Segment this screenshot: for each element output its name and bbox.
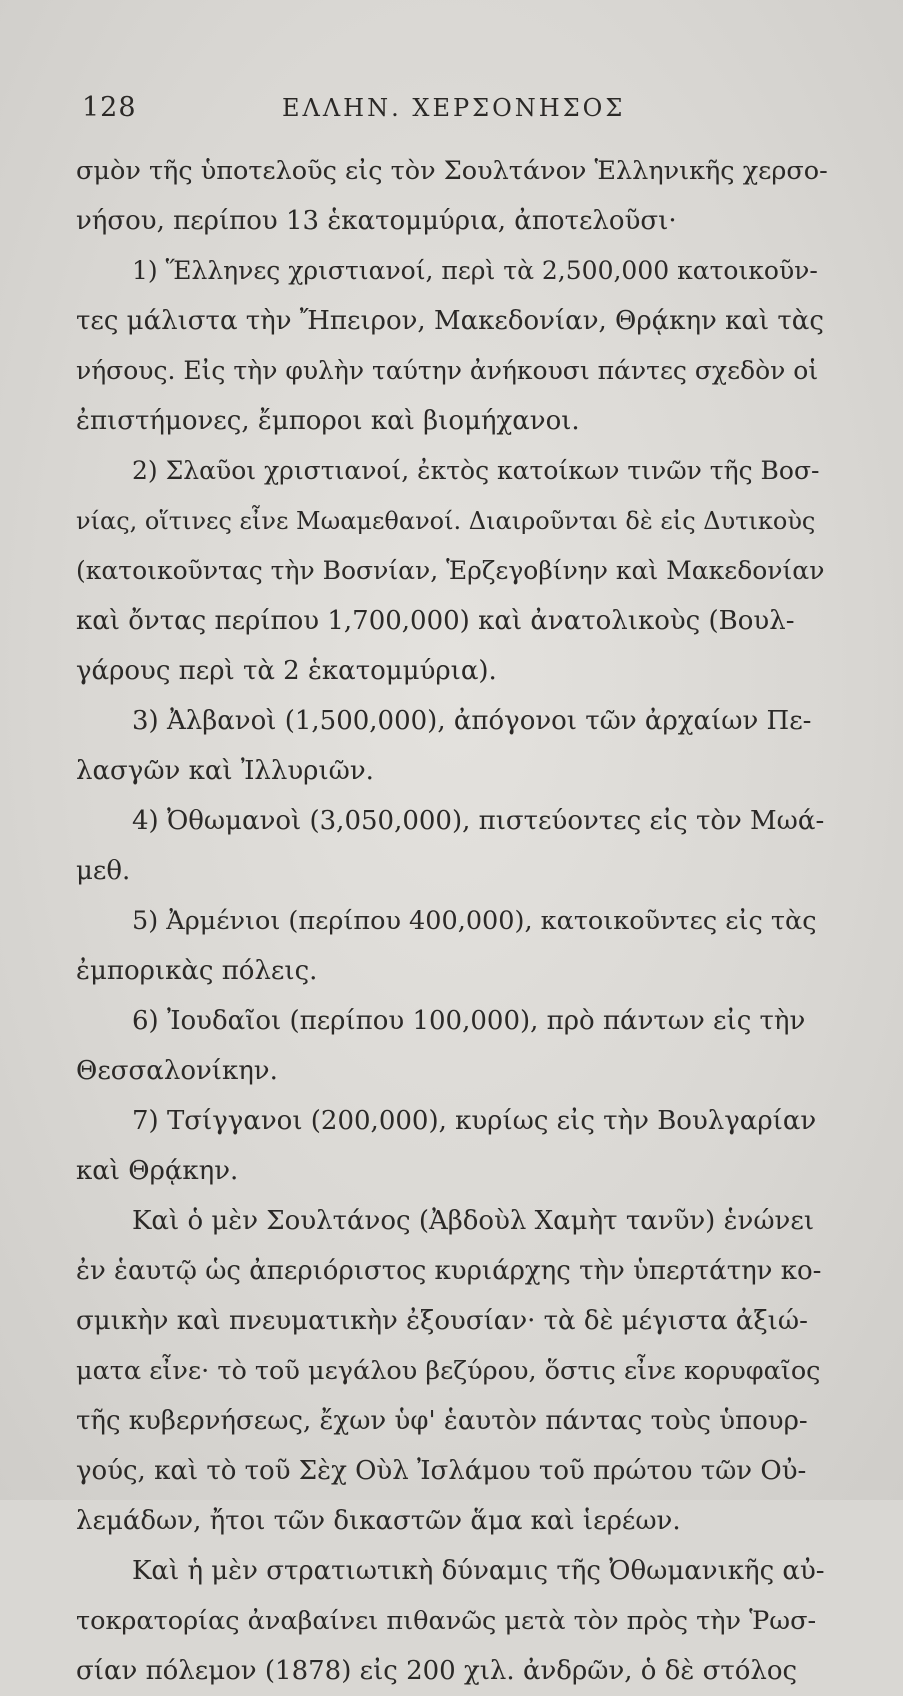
text-line: Καὶ ἡ μὲν στρατιωτικὴ δύναμις τῆς Ὀθωμανικῆς αὐ- <box>132 1556 825 1586</box>
text-line: σίαν πόλεμον (1878) εἰς 200 χιλ. ἀνδρῶν, ὁ δὲ στόλος <box>76 1656 798 1686</box>
text-line: γάρους περὶ τὰ 2 ἑκατομμύρια). <box>76 656 497 686</box>
text-line: ἐμπορικὰς πόλεις. <box>76 956 318 986</box>
text-line: λεμάδων, ἤτοι τῶν δικαστῶν ἅμα καὶ ἱερέων. <box>76 1506 681 1536</box>
text-line: καὶ ὄντας περίπου 1,700,000) καὶ ἀνατολικοὺς (Βουλ- <box>76 606 795 636</box>
text-line: ματα εἶνε· τὸ τοῦ μεγάλου βεζύρου, ὅστις εἶνε κορυφαῖος <box>76 1356 821 1386</box>
text-line: τῆς κυβερνήσεως, ἔχων ὑφ' ἑαυτὸν πάντας τοὺς ὑπουρ- <box>76 1406 808 1436</box>
text-line: (κατοικοῦντας τὴν Βοσνίαν, Ἑρζεγοβίνην καὶ Μακεδονίαν <box>76 556 825 585</box>
text-line: μεθ. <box>76 856 131 886</box>
page-header <box>82 92 822 132</box>
text-line: νήσου, περίπου 13 ἑκατομμύρια, ἀποτελοῦσι· <box>76 206 677 236</box>
text-line: ἐπιστήμονες, ἔμποροι καὶ βιομήχανοι. <box>76 406 580 436</box>
text-line: 1) Ἕλληνες χριστιανοί, περὶ τὰ 2,500,000 κατοικοῦν- <box>132 256 818 285</box>
text-line: 2) Σλαῦοι χριστιανοί, ἐκτὸς κατοίκων τινῶν τῆς Βοσ- <box>132 456 820 485</box>
text-line: ἐν ἑαυτῷ ὡς ἀπεριόριστος κυριάρχης τὴν ὑπερτάτην κο- <box>76 1256 822 1286</box>
text-line: γούς, καὶ τὸ τοῦ Σὲχ Οὺλ Ἰσλάμου τοῦ πρώτου τῶν Οὐ- <box>76 1456 807 1486</box>
text-line: 5) Ἀρμένιοι (περίπου 400,000), κατοικοῦντες εἰς τὰς <box>132 906 817 936</box>
page-number: 128 <box>82 92 137 123</box>
text-line: 4) Ὀθωμανοὶ (3,050,000), πιστεύοντες εἰς τὸν Μωά- <box>132 806 825 836</box>
text-line: νήσους. Εἰς τὴν φυλὴν ταύτην ἀνήκουσι πάντες σχεδὸν οἱ <box>76 356 819 385</box>
text-line: νίας, οἵτινες εἶνε Μωαμεθανοί. Διαιροῦνται δὲ εἰς Δυτικοὺς <box>76 507 816 535</box>
text-line: καὶ Θρᾴκην. <box>76 1156 239 1186</box>
text-line: τοκρατορίας ἀναβαίνει πιθανῶς μετὰ τὸν πρὸς τὴν Ῥωσ- <box>76 1606 817 1636</box>
text-line: 6) Ἰουδαῖοι (περίπου 100,000), πρὸ πάντων εἰς τὴν <box>132 1006 806 1036</box>
text-line: λασγῶν καὶ Ἰλλυριῶν. <box>76 756 374 786</box>
text-line: Καὶ ὁ μὲν Σουλτάνος (Ἀβδοὺλ Χαμὴτ τανῦν) ἑνώνει <box>132 1206 815 1236</box>
text-line: σμὸν τῆς ὑποτελοῦς εἰς τὸν Σουλτάνον Ἑλληνικῆς χερσο- <box>76 156 828 186</box>
text-line: σμικὴν καὶ πνευματικὴν ἐξουσίαν· τὰ δὲ μέγιστα ἀξιώ- <box>76 1306 808 1336</box>
body-text <box>76 146 828 1696</box>
text-line: τες μάλιστα τὴν Ἤπειρον, Μακεδονίαν, Θρᾴκην καὶ τὰς <box>76 306 824 336</box>
running-title: ΕΛΛΗΝ. ΧΕΡΣΟΝΗΣΟΣ <box>282 94 626 122</box>
text-line: 3) Ἀλβανοὶ (1,500,000), ἀπόγονοι τῶν ἀρχαίων Πε- <box>132 706 812 736</box>
text-line: Θεσσαλονίκην. <box>76 1056 278 1086</box>
text-line: 7) Τσίγγανοι (200,000), κυρίως εἰς τὴν Βουλγαρίαν <box>132 1106 817 1136</box>
